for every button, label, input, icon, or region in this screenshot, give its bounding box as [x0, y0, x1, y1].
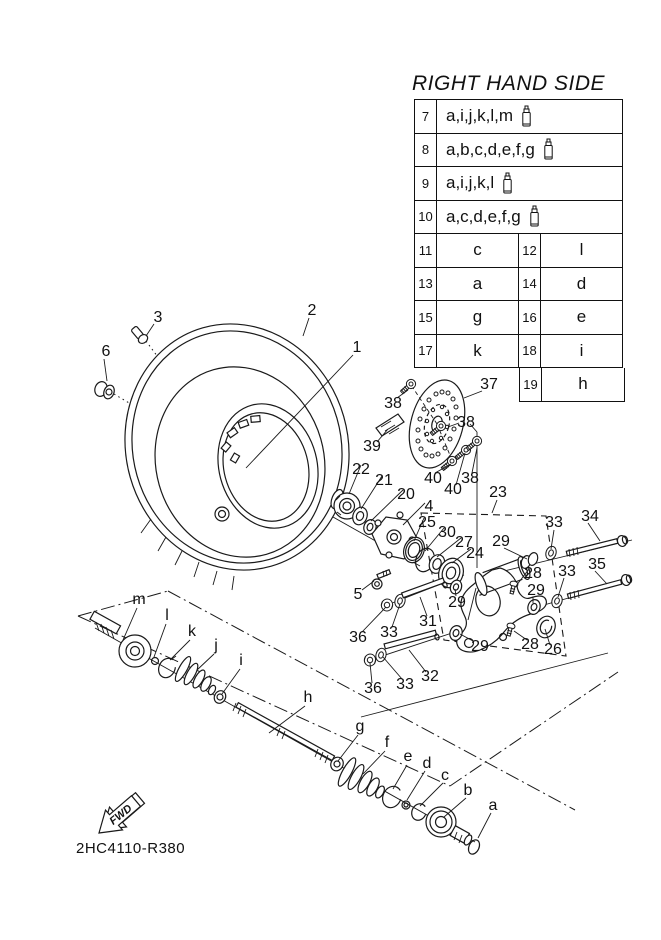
grease-tube-icon: [542, 138, 555, 161]
row-letter: i: [579, 340, 584, 360]
table-row: [415, 134, 622, 168]
axle-stub-m: [90, 611, 151, 667]
part-label-e: e: [403, 748, 413, 765]
part-label-c: c: [441, 767, 449, 784]
boot-j: [173, 655, 217, 696]
caliper-bar: [376, 414, 404, 436]
drawing-number: 2HC4110-R380: [76, 840, 186, 857]
part-label-30: 30: [438, 524, 456, 541]
row-number: 18: [519, 335, 541, 368]
part-label-37: 37: [480, 376, 498, 393]
nut-36: [380, 598, 394, 612]
bolt-35: [567, 574, 632, 600]
part-label-f: f: [384, 734, 390, 751]
part-label-40: 40: [444, 481, 462, 498]
part-label-25: 25: [418, 514, 436, 531]
grease-tube-icon: [528, 205, 541, 228]
row-number: 10: [415, 201, 437, 234]
row-number: 19: [520, 368, 542, 401]
part-label-29: 29: [492, 533, 510, 550]
bolt-5: [372, 570, 391, 589]
row-letter: l: [579, 240, 584, 260]
part-label-26: 26: [544, 641, 562, 658]
fwd-arrow-label: FWD: [107, 802, 135, 828]
part-label-m: m: [132, 591, 146, 608]
row-number: 16: [519, 301, 541, 334]
part-label-36: 36: [349, 629, 367, 646]
row-number: 7: [415, 100, 437, 133]
part-label-4: 4: [424, 498, 434, 515]
part-label-36: 36: [364, 680, 382, 697]
part-label-29: 29: [448, 594, 466, 611]
part-label-h: h: [303, 689, 313, 706]
row-letters: a,i,j,k,l,m: [446, 106, 514, 126]
part-label-27: 27: [455, 534, 473, 551]
part-label-20: 20: [397, 486, 415, 503]
row-number: 15: [415, 301, 437, 334]
part-label-k: k: [188, 623, 196, 640]
part-label-28: 28: [521, 636, 539, 653]
grease-tube-icon: [520, 105, 533, 128]
part-label-21: 21: [375, 472, 393, 489]
reference-table: [414, 99, 623, 402]
part-label-3: 3: [153, 309, 163, 326]
row-number: 9: [415, 167, 437, 200]
table-row: [519, 368, 625, 402]
table-row: [415, 100, 622, 134]
table-row: [415, 167, 622, 201]
pivot-shaft-31: [402, 578, 448, 598]
part-label-40: 40: [424, 470, 442, 487]
part-label-38: 38: [384, 395, 402, 412]
part-label-a: a: [488, 797, 498, 814]
driveshaft-h: [233, 703, 335, 763]
grease-tube-icon: [501, 172, 514, 195]
part-label-38: 38: [461, 470, 479, 487]
part-label-29: 29: [471, 638, 489, 655]
row-letter: c: [437, 234, 519, 267]
row-letters: a,c,d,e,f,g: [446, 206, 521, 226]
part-label-l: l: [165, 607, 169, 624]
part-label-38: 38: [457, 414, 475, 431]
table-row: [415, 201, 622, 235]
part-label-i: i: [239, 652, 243, 669]
row-letter: k: [437, 335, 519, 368]
row-letters: a,b,c,d,e,f,g: [446, 139, 535, 159]
table-row: [415, 234, 622, 268]
cv-housing-b: [426, 807, 473, 846]
part-label-28: 28: [524, 565, 542, 582]
lug-nut: [93, 380, 116, 400]
row-letter: a: [437, 268, 519, 301]
row-letters: a,i,j,k,l: [446, 173, 495, 193]
part-label-33: 33: [380, 624, 398, 641]
part-label-31: 31: [419, 613, 437, 630]
clip-l: [152, 658, 159, 665]
part-label-d: d: [422, 755, 432, 772]
part-label-32: 32: [421, 668, 439, 685]
row-letter: d: [576, 273, 587, 293]
part-label-g: g: [355, 718, 365, 735]
part-label-b: b: [463, 782, 473, 799]
part-label-5: 5: [353, 586, 363, 603]
row-number: 12: [519, 234, 541, 267]
row-letter: g: [437, 301, 519, 334]
bolt-34: [566, 535, 628, 557]
part-label-29: 29: [527, 582, 545, 599]
part-label-34: 34: [581, 508, 599, 525]
row-number: 14: [519, 268, 541, 301]
page-title: RIGHT HAND SIDE: [412, 72, 606, 95]
part-label-24: 24: [466, 545, 484, 562]
fwd-arrow: [99, 793, 145, 833]
part-label-35: 35: [588, 556, 606, 573]
row-letter: h: [578, 374, 588, 394]
part-label-j: j: [214, 637, 218, 654]
part-label-1: 1: [352, 339, 362, 356]
row-number: 17: [415, 335, 437, 368]
table-row: [415, 335, 622, 368]
part-label-33: 33: [545, 514, 563, 531]
part-label-6: 6: [101, 343, 111, 360]
part-label-23: 23: [489, 484, 507, 501]
washer-33: [550, 593, 564, 609]
row-letter: e: [576, 307, 587, 327]
part-label-39: 39: [363, 438, 381, 455]
part-label-33: 33: [558, 563, 576, 580]
part-label-33: 33: [396, 676, 414, 693]
row-number: 8: [415, 134, 437, 167]
table-row: [415, 268, 622, 302]
part-label-2: 2: [307, 302, 317, 319]
table-row: [415, 301, 622, 335]
row-number: 13: [415, 268, 437, 301]
row-number: 11: [415, 234, 437, 267]
part-label-22: 22: [352, 461, 370, 478]
